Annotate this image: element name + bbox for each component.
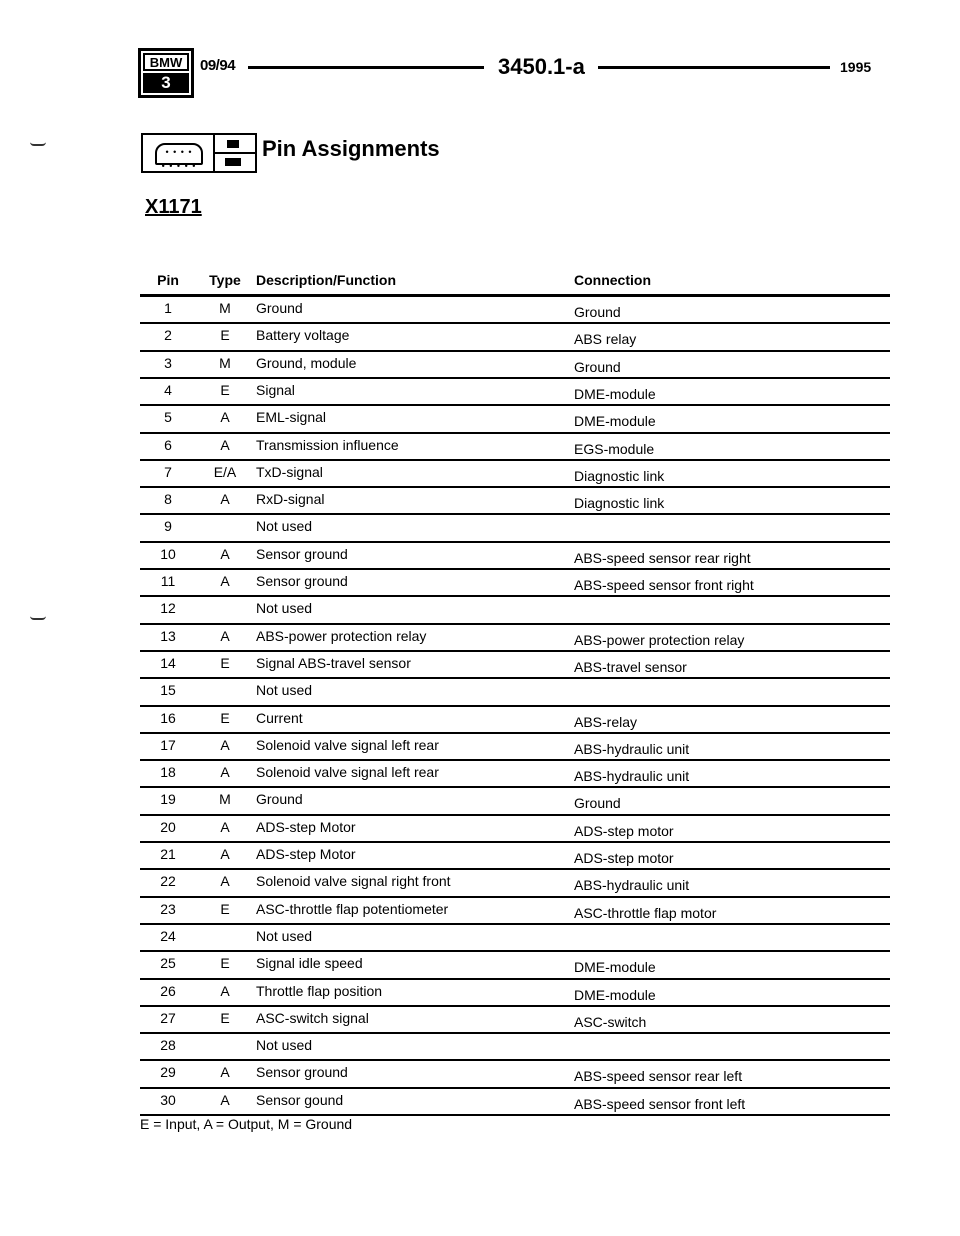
table-row xyxy=(140,652,890,679)
pin-cell: 28 xyxy=(160,1037,176,1053)
type-cell: A xyxy=(220,764,230,780)
table-row xyxy=(140,925,890,952)
type-cell: A xyxy=(220,409,230,425)
description-cell: Throttle flap position xyxy=(256,983,383,999)
section-title: Pin Assignments xyxy=(262,136,440,161)
description-cell: Solenoid valve signal right front xyxy=(256,873,451,889)
table-row xyxy=(140,434,890,461)
description-cell: ABS-power protection relay xyxy=(256,628,427,644)
connection-cell: EGS-module xyxy=(574,441,655,457)
table-row xyxy=(140,379,890,406)
table-row xyxy=(140,1089,890,1116)
table-row xyxy=(140,679,890,706)
pin-cell: 21 xyxy=(160,846,176,862)
pin-cell: 1 xyxy=(164,300,172,316)
type-cell: E xyxy=(220,327,230,343)
connection-cell: ABS-travel sensor xyxy=(574,659,687,675)
table-row xyxy=(140,980,890,1007)
type-cell: A xyxy=(220,846,230,862)
description-cell: ASC-switch signal xyxy=(256,1010,369,1026)
type-cell: M xyxy=(219,355,231,371)
description-cell: TxD-signal xyxy=(256,464,323,480)
type-cell: A xyxy=(220,819,230,835)
section-icon-box xyxy=(141,133,257,173)
pin-cell: 16 xyxy=(160,710,176,726)
connection-cell: DME-module xyxy=(574,413,656,429)
description-cell: Current xyxy=(256,710,303,726)
type-cell: E xyxy=(220,710,230,726)
type-legend: E = Input, A = Output, M = Ground xyxy=(140,1116,353,1132)
table-row xyxy=(140,707,890,734)
description-cell: Not used xyxy=(256,1037,313,1053)
connection-cell: ADS-step motor xyxy=(574,850,674,866)
type-cell: E xyxy=(220,1010,230,1026)
description-cell: Battery voltage xyxy=(256,327,350,343)
description-cell: Signal idle speed xyxy=(256,955,363,971)
pin-cell: 18 xyxy=(160,764,176,780)
column-header-description: Description/Function xyxy=(256,272,396,288)
pin-cell: 11 xyxy=(160,573,176,589)
pin-cell: 7 xyxy=(164,464,172,480)
document-number: 3450.1-a xyxy=(498,54,585,79)
description-cell: Not used xyxy=(256,682,313,698)
connection-cell: Ground xyxy=(574,359,621,375)
type-cell: A xyxy=(220,628,230,644)
column-header-connection: Connection xyxy=(574,272,651,288)
type-cell: E xyxy=(220,382,230,398)
type-cell: A xyxy=(220,437,230,453)
table-row xyxy=(140,898,890,925)
description-cell: Sensor ground xyxy=(256,573,348,589)
header-rule-left xyxy=(248,66,484,69)
connection-cell: Ground xyxy=(574,304,621,320)
description-cell: Not used xyxy=(256,600,313,616)
connection-cell: ABS-hydraulic unit xyxy=(574,877,690,893)
connection-cell: Ground xyxy=(574,795,621,811)
type-cell: E/A xyxy=(213,464,237,480)
table-row xyxy=(140,406,890,433)
table-row xyxy=(140,761,890,788)
description-cell: Not used xyxy=(256,928,313,944)
description-cell: ASC-throttle flap potentiometer xyxy=(256,901,449,917)
pin-cell: 15 xyxy=(160,682,176,698)
table-row xyxy=(140,1007,890,1034)
description-cell: Ground xyxy=(256,300,303,316)
connection-cell: ADS-step motor xyxy=(574,823,674,839)
logo-brand-text: BMW xyxy=(143,53,189,71)
table-row xyxy=(140,543,890,570)
plug-icon xyxy=(215,135,255,171)
header-rule-right xyxy=(598,66,830,69)
connection-cell: DME-module xyxy=(574,386,656,402)
bmw-3-series-logo xyxy=(138,48,194,98)
connection-cell: ABS-hydraulic unit xyxy=(574,741,690,757)
pin-cell: 3 xyxy=(164,355,172,371)
description-cell: Sensor ground xyxy=(256,1064,348,1080)
connection-cell: ABS-speed sensor rear left xyxy=(574,1068,743,1084)
description-cell: Transmission influence xyxy=(256,437,399,453)
table-row xyxy=(140,352,890,379)
pin-cell: 8 xyxy=(164,491,172,507)
description-cell: RxD-signal xyxy=(256,491,325,507)
pin-cell: 14 xyxy=(160,655,176,671)
table-row xyxy=(140,788,890,815)
pin-cell: 12 xyxy=(160,600,176,616)
connector-icon: • • • • • • • • • xyxy=(143,135,215,171)
table-row xyxy=(140,515,890,542)
table-row xyxy=(140,816,890,843)
description-cell: Ground xyxy=(256,791,303,807)
pin-cell: 5 xyxy=(164,409,172,425)
pin-cell: 10 xyxy=(160,546,176,562)
description-cell: EML-signal xyxy=(256,409,327,425)
type-cell: E xyxy=(220,655,230,671)
header-year: 1995 xyxy=(840,59,872,75)
type-cell: A xyxy=(220,983,230,999)
connection-cell: ASC-throttle flap motor xyxy=(574,905,717,921)
type-cell: A xyxy=(220,737,230,753)
type-cell: A xyxy=(220,1064,230,1080)
table-row xyxy=(140,734,890,761)
pin-cell: 2 xyxy=(164,327,172,343)
table-row xyxy=(140,870,890,897)
description-cell: ADS-step Motor xyxy=(256,846,356,862)
description-cell: Ground, module xyxy=(256,355,357,371)
pin-cell: 29 xyxy=(160,1064,176,1080)
pin-cell: 9 xyxy=(164,518,172,534)
pin-cell: 27 xyxy=(160,1010,176,1026)
type-cell: E xyxy=(220,901,230,917)
column-header-type: Type xyxy=(209,272,241,288)
connection-cell: ABS relay xyxy=(574,331,637,347)
binding-mark xyxy=(30,616,46,620)
table-row xyxy=(140,597,890,624)
pin-cell: 20 xyxy=(160,819,176,835)
table-row xyxy=(140,625,890,652)
table-row xyxy=(140,488,890,515)
pin-cell: 24 xyxy=(160,928,176,944)
description-cell: Not used xyxy=(256,518,313,534)
type-cell: A xyxy=(220,573,230,589)
connection-cell: ABS-relay xyxy=(574,714,638,730)
binding-mark xyxy=(30,142,46,146)
pin-cell: 25 xyxy=(160,955,176,971)
logo-series-text: 3 xyxy=(143,73,189,93)
type-cell: A xyxy=(220,546,230,562)
pin-cell: 13 xyxy=(160,628,176,644)
type-cell: A xyxy=(220,1092,230,1108)
type-cell: E xyxy=(220,955,230,971)
connection-cell: Diagnostic link xyxy=(574,468,665,484)
connection-cell: ABS-speed sensor front right xyxy=(574,577,754,593)
pin-cell: 22 xyxy=(160,873,176,889)
description-cell: Solenoid valve signal left rear xyxy=(256,737,439,753)
connection-cell: ABS-speed sensor rear right xyxy=(574,550,751,566)
type-cell: M xyxy=(219,300,231,316)
table-row xyxy=(140,297,890,324)
description-cell: Signal xyxy=(256,382,295,398)
pin-cell: 4 xyxy=(164,382,172,398)
connection-cell: Diagnostic link xyxy=(574,495,665,511)
pin-cell: 26 xyxy=(160,983,176,999)
connection-cell: ASC-switch xyxy=(574,1014,647,1030)
type-cell: A xyxy=(220,873,230,889)
description-cell: Solenoid valve signal left rear xyxy=(256,764,439,780)
table-row xyxy=(140,461,890,488)
description-cell: Sensor gound xyxy=(256,1092,344,1108)
table-row xyxy=(140,1061,890,1088)
connection-cell: ABS-speed sensor front left xyxy=(574,1096,746,1112)
pin-cell: 19 xyxy=(160,791,176,807)
header-date: 09/94 xyxy=(200,57,236,74)
table-row xyxy=(140,570,890,597)
pin-cell: 17 xyxy=(160,737,176,753)
connection-cell: DME-module xyxy=(574,959,656,975)
type-cell: M xyxy=(219,791,231,807)
table-row xyxy=(140,324,890,351)
connector-id: X1171 xyxy=(145,196,202,218)
connection-cell: ABS-power protection relay xyxy=(574,632,745,648)
description-cell: ADS-step Motor xyxy=(256,819,356,835)
pin-cell: 6 xyxy=(164,437,172,453)
pin-cell: 30 xyxy=(160,1092,176,1108)
description-cell: Sensor ground xyxy=(256,546,348,562)
connection-cell: ABS-hydraulic unit xyxy=(574,768,690,784)
connection-cell: DME-module xyxy=(574,987,656,1003)
type-cell: A xyxy=(220,491,230,507)
description-cell: Signal ABS-travel sensor xyxy=(256,655,411,671)
table-row xyxy=(140,1034,890,1061)
column-header-pin: Pin xyxy=(157,272,179,288)
pin-cell: 23 xyxy=(160,901,176,917)
table-row xyxy=(140,843,890,870)
table-row xyxy=(140,952,890,979)
